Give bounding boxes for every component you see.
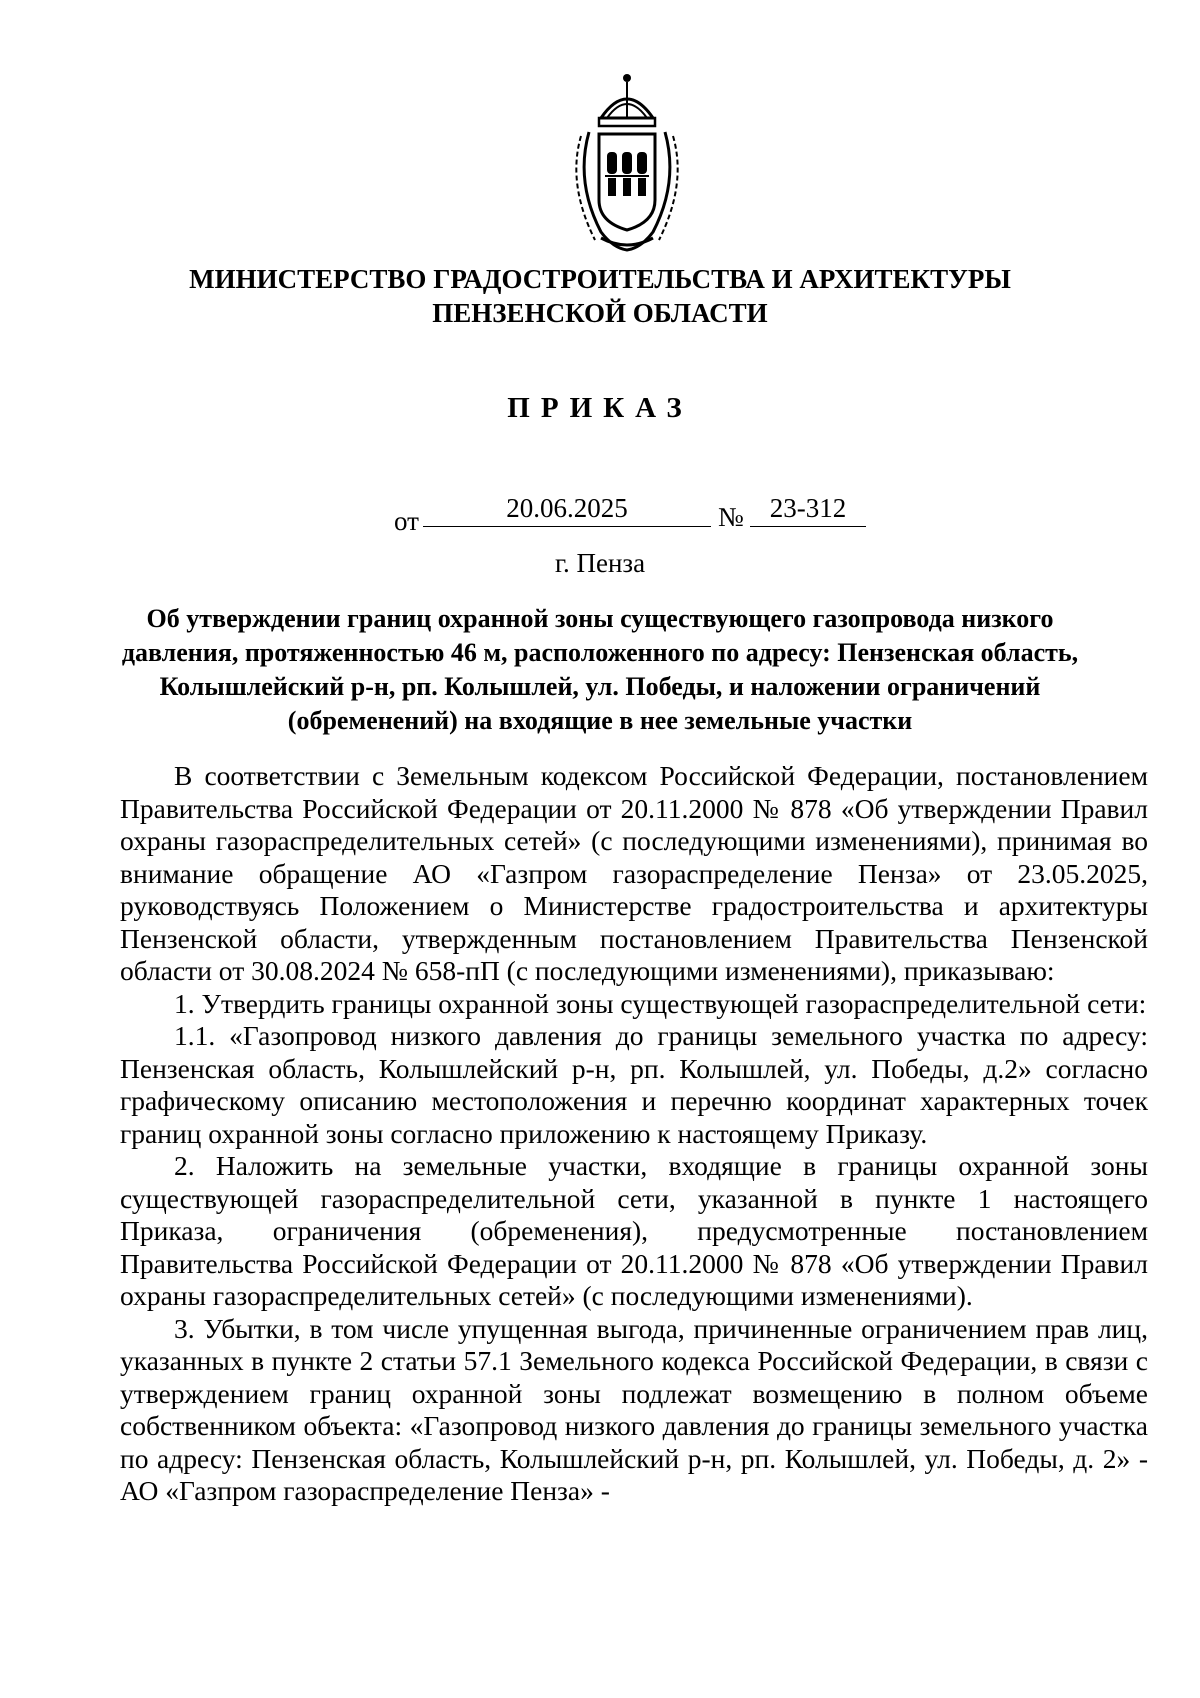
body-paragraph-item-1-1: 1.1. «Газопровод низкого давления до границы земельного участка по адресу: Пензенская область, Колышлейский р-н, рп. Колышлей, ул. Победы, д.2» согласно графическому описанию местоположения и перечню координат характерных точек границ охранной зоны согласно приложению к настоящему Приказу. [120, 1020, 1148, 1149]
date-prefix-label: от [394, 506, 419, 536]
ministry-name-line1: МИНИСТЕРСТВО ГРАДОСТРОИТЕЛЬСТВА И АРХИТЕКТУРЫ [189, 264, 1011, 294]
document-body [120, 760, 1148, 1508]
coat-of-arms-icon [561, 72, 693, 256]
document-number: 23-312 [750, 494, 866, 527]
ministry-name-line2: ПЕНЗЕНСКОЙ ОБЛАСТИ [432, 298, 768, 328]
number-sign-label: № [718, 502, 744, 532]
document-subject: Об утверждении границ охранной зоны существующего газопровода низкого давления, протяженностью 46 м, расположенного по адресу: Пензенская область, Колышлейский р-н, рп. Колышлей, ул. Победы, и наложении ограничений (обременений) на входящие в нее земельные участки [121, 604, 1079, 735]
body-paragraph-item-1: 1. Утвердить границы охранной зоны существующей газораспределительной сети: [174, 987, 1147, 1019]
document-date: 20.06.2025 [423, 494, 711, 527]
body-paragraph-preamble: В соответствии с Земельным кодексом Российской Федерации, постановлением Правительства Российской Федерации от 20.11.2000 № 878 «Об утверждении Правил охраны газораспределительных сетей» (с последующими изменениями), принимая во внимание обращение АО «Газпром газораспределение Пенза» от 23.05.2025, руководствуясь Положением о Министерстве градостроительства и архитектуры Пензенской области, утвержденным постановлением Правительства Пензенской области от 30.08.2024 № 658-пП (с последующими изменениями), приказываю: [120, 760, 1148, 986]
body-paragraph-item-3: 3. Убытки, в том числе упущенная выгода, причиненные ограничением прав лиц, указанных в пункте 2 статьи 57.1 Земельного кодекса Российской Федерации, в связи с утверждением границ охранной зоны подлежат возмещению в полном объеме собственником объекта: «Газопровод низкого давления до границы земельного участка по адресу: Пензенская область, Колышлейский р-н, рп. Колышлей, ул. Победы, д. 2» - АО «Газпром газораспределение Пенза» - [120, 1312, 1148, 1506]
body-paragraph-item-2: 2. Наложить на земельные участки, входящие в границы охранной зоны существующей газораспределительной сети, указанной в пункте 1 настоящего Приказа, ограничения (обременения), предусмотренные постановлением Правительства Российской Федерации от 20.11.2000 № 878 «Об утверждении Правил охраны газораспределительных сетей» (с последующими изменениями). [120, 1150, 1148, 1311]
issue-city: г. Пенза [554, 548, 646, 578]
coat-of-arms-emblem [561, 72, 693, 256]
document-type-title: ПРИКАЗ [507, 392, 693, 424]
